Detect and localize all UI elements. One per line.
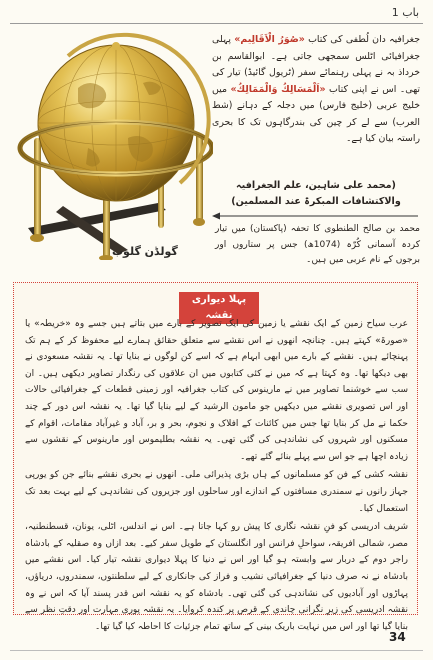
- citation: [212, 178, 420, 210]
- citation-line-1: (محمد علی شاہین، علم الجغرافیہ: [236, 180, 396, 191]
- info-box-paragraph: عرب سیاح زمین کے ایک نقشے یا زمین کی ایک تصویر کے بارے میں بتاتے ہیں جسے وہ «خریطہ» یا «صورۃ» کہتے ہیں۔ چنانچہ انھوں نے اس نقشے سے متعلق حقائق ہمارے لیے محفوظ کر کے ہم تک پہنچائے ہیں۔ نقشے کے بارے میں ابھی ابہام ہے کہ اسے کن لوگوں نے بنایا تھا۔ یہ نقشہ مسعودی نے بھی دیکھا تھا۔ وہ کہتا ہے کہ میں نے کئی کتابوں میں ان علاقوں کی رنگدار تصاویر دیکھی ہیں۔ ان سب سے خوشنما تصاویر میں نے مارینوس کی کتاب جغرافیہ اور زمینی قطعات کے جغرافیائی حالات اور اس تصویری نقشے میں دیکھیں جو مامون الرشید کے لیے بنایا گیا تھا۔ یہ نقشہ اس دور کے چند حکما نے مل کر بنایا تھا جس میں کائنات کے افلاک و نجوم، بحر و بر، آباد و غیرآباد مقامات، اقوام کے مسکنوں اور شہروں کی نشاندہی کی گئی تھی۔ یہ نقشہ بطلیموس اور مارینوس کے نقشوں سے زیادہ اچھا ہے جو اس سے پہلے بنائے گئے تھے۔: [25, 319, 408, 462]
- intro-text-2: پہلی جغرافیائی اٹلس سمجھی جاتی ہے۔ ابوالقاسم بن خرداذ بہ نے پہلی رہنمائے سفر (ٹریول گائیڈ) تیار کی تھی۔ اس نے اپنی کتاب: [212, 34, 421, 95]
- footer-divider: [10, 650, 423, 651]
- intro-text-1: جغرافیہ دان لُطفی کی کتاب: [304, 34, 420, 45]
- figure-footnote: محمد بن صالح الطنطوی کا تحفہ (پاکستان) میں تیار کردہ آسمانی کُرّہ (1074ھ) جس پر ستاروں اور برجوں کے نام عربی میں ہیں۔: [215, 224, 420, 265]
- header-divider: [10, 23, 423, 24]
- intro-paragraph: [212, 32, 420, 148]
- info-box-paragraph: نقشہ کشی کے فن کو مسلمانوں کے ہاں بڑی پذیرائی ملی۔ انھوں نے بحری نقشے بنائے جن کو یورپی جہاز رانوں نے سمندری مسافتوں کے اندازے اور ساحلوں اور جزیروں کی نشاندہی کے لیے بہت بعد تک استعمال کیا۔: [25, 470, 408, 514]
- book-title-masalik: «اَلْمَسَالِكُ وَالْمَمَالِكُ»: [230, 83, 326, 95]
- info-box-body: [25, 316, 408, 637]
- arrow-left-icon: [212, 212, 420, 220]
- book-title-suwar: «صُوَرُ الْاَقَالِیم»: [234, 34, 305, 45]
- page-number: 34: [389, 630, 406, 644]
- figure-caption: گولڈن گلوب: [112, 245, 178, 258]
- info-box-title: پہلا دیواری نقشہ: [179, 292, 259, 324]
- info-box: [13, 282, 418, 632]
- golden-globe-illustration: [8, 28, 213, 260]
- chapter-label: باب 1: [391, 6, 419, 19]
- intro-text-3: میں خلیج عربی (خلیج فارس) میں دجلہ کے دہانے (شط العرب) سے لے کر چین کی بندرگاہوں تک کا بحری راستہ بیان کیا ہے۔: [212, 83, 420, 144]
- info-box-paragraph: شریف ادریسی کو فنِ نقشہ نگاری کا پیش رو کہا جاتا ہے۔ اس نے اندلس، اٹلی، یونان، قسطنطنیہ، مصر، شمالی افریقہ، سواحلِ فرانس اور انگلستان کے طویل سفر کیے۔ بعد ازاں وہ صقلیہ کے بادشاہ راجر دوم کے دربار سے وابستہ ہو گیا اور اس نے دنیا کا پہلا دیواری نقشہ تیار کیا۔ اس نقشے میں بادشاہ نے نہ صرف دنیا کے جغرافیائی نشیب و فراز کی جانکاری کے لیے سلطنتوں، سمندروں، دریاؤں، پہاڑوں اور آبادیوں کی نشاندہی کی گئی تھی۔ بادشاہ کو یہ نقشہ اس قدر پسند آیا کہ اس نے وہ نقشہ ادریسی کی زیرِ نگرانی چاندی کے قرص پر کندہ کروایا۔ یہ نقشہ پوری مہارت اور دقتِ نظر سے بنایا گیا تھا اور اس میں نہایت باریک بینی کے ساتھ تمام جزئیات کا احاطہ کیا گیا تھا۔: [25, 522, 408, 632]
- citation-line-2: والاکتشافات المبکرۃ عند المسلمین): [231, 196, 401, 207]
- golden-globe-figure: [8, 28, 213, 260]
